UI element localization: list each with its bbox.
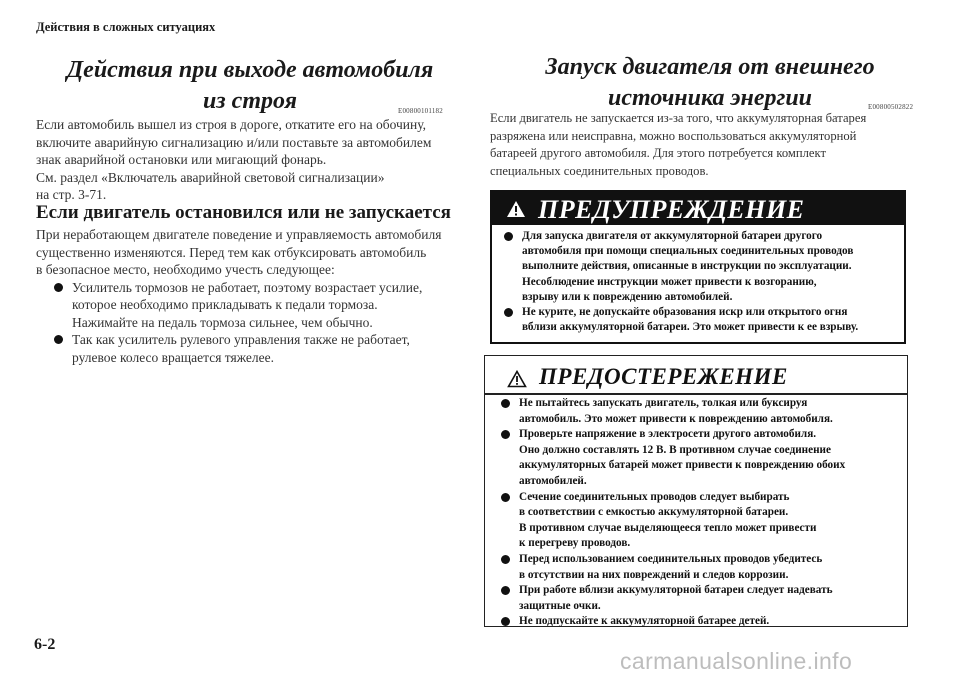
text-line: автомобилей. bbox=[519, 474, 587, 487]
left-doc-code: E00800101182 bbox=[398, 107, 443, 115]
list-item bbox=[497, 490, 901, 552]
list-item bbox=[497, 396, 901, 427]
text-line: в безопасное место, необходимо учесть следующее: bbox=[36, 262, 335, 277]
list-item bbox=[497, 552, 901, 583]
text-line: разряжена или неисправна, можно воспользоваться аккумуляторной bbox=[490, 128, 857, 143]
engine-stopped-heading: Если двигатель остановился или не запускается bbox=[36, 202, 451, 223]
text-line: Несоблюдение инструкции может привести к возгоранию, bbox=[522, 275, 817, 288]
text-line: Не курите, не допускайте образования искр или открытого огня bbox=[522, 306, 848, 319]
bullet-icon bbox=[54, 283, 63, 292]
bullet-icon bbox=[504, 308, 513, 317]
caution-body bbox=[497, 396, 901, 630]
text-line: на стр. 3-71. bbox=[36, 187, 107, 202]
list-item bbox=[497, 583, 901, 614]
caution-triangle-icon bbox=[507, 370, 527, 388]
bullet-icon bbox=[504, 232, 513, 241]
text-line: Усилитель тормозов не работает, поэтому возрастает усилие, bbox=[72, 279, 423, 295]
text-line: Проверьте напряжение в электросети другого автомобиля. bbox=[519, 428, 817, 441]
section-header: Действия в сложных ситуациях bbox=[36, 20, 216, 34]
bullet-icon bbox=[501, 430, 510, 439]
warning-box bbox=[490, 190, 906, 344]
text-line: Оно должно составлять 12 В. В противном случае соединение bbox=[519, 443, 831, 456]
right-title bbox=[490, 52, 930, 114]
bullet-icon bbox=[501, 493, 510, 502]
left-title-line-2: из строя bbox=[202, 88, 298, 114]
bullet-icon bbox=[501, 555, 510, 564]
right-paragraph bbox=[490, 110, 930, 180]
list-item bbox=[36, 331, 466, 366]
text-line: защитные очки. bbox=[519, 599, 601, 612]
text-line: Если автомобиль вышел из строя в дороге, откатите его на обочину, bbox=[36, 117, 427, 132]
list-item bbox=[500, 305, 896, 335]
bullet-icon bbox=[501, 617, 510, 626]
text-line: к перегреву проводов. bbox=[519, 537, 631, 550]
text-line: При неработающем двигателе поведение и управляемость автомобиля bbox=[36, 227, 442, 242]
text-line: Не подпускайте к аккумуляторной батарее детей. bbox=[519, 615, 770, 628]
text-line: Нажимайте на педаль тормоза сильнее, чем обычно. bbox=[72, 314, 373, 330]
warning-title: ПРЕДУПРЕЖДЕНИЕ bbox=[538, 195, 805, 224]
text-line: рулевое колесо вращается тяжелее. bbox=[72, 349, 274, 365]
text-line: Не пытайтесь запускать двигатель, толкая или буксируя bbox=[519, 397, 808, 409]
left-sub-paragraph bbox=[36, 226, 466, 366]
warning-triangle-icon bbox=[506, 200, 526, 218]
page-number: 6-2 bbox=[34, 636, 56, 653]
caution-title: ПРЕДОСТЕРЕЖЕНИЕ bbox=[539, 364, 788, 389]
bullet-icon bbox=[501, 399, 510, 408]
bullet-icon bbox=[501, 586, 510, 595]
text-line: автомобиль. Это может привести к повреждению автомобиля. bbox=[519, 412, 833, 425]
text-line: См. раздел «Включатель аварийной световой сигнализации» bbox=[36, 169, 385, 185]
caution-divider bbox=[485, 393, 907, 395]
list-item bbox=[500, 229, 896, 305]
text-line: в соответствии с емкостью аккумуляторной батареи. bbox=[519, 506, 789, 519]
text-line: аккумуляторных батарей может привести к повреждению обоих bbox=[519, 459, 846, 472]
left-paragraph bbox=[36, 116, 466, 204]
right-doc-code: E00800502822 bbox=[868, 103, 914, 111]
text-line: Если двигатель не запускается из-за того, что аккумуляторная батарея bbox=[490, 111, 867, 125]
bullet-icon bbox=[54, 335, 63, 344]
text-line: которое необходимо прикладывать к педали тормоза. bbox=[72, 297, 378, 312]
text-line: Так как усилитель рулевого управления также не работает, bbox=[72, 332, 410, 347]
text-line: При работе вблизи аккумуляторной батареи следует надевать bbox=[519, 584, 833, 597]
list-item bbox=[497, 614, 901, 630]
text-line: знак аварийной остановки или мигающий фонарь. bbox=[36, 152, 327, 167]
list-item bbox=[36, 279, 466, 332]
text-line: выполните действия, описанные в инструкции по эксплуатации. bbox=[522, 260, 852, 273]
text-line: Для запуска двигателя от аккумуляторной батареи другого bbox=[522, 230, 823, 242]
text-line: взрыву или к повреждению автомобилей. bbox=[522, 290, 733, 303]
list-item bbox=[497, 427, 901, 489]
text-line: существенно изменяются. Перед тем как отбуксировать автомобиль bbox=[36, 244, 427, 260]
caution-box bbox=[484, 355, 908, 627]
text-line: включите аварийную сигнализацию и/или поставьте за автомобилем bbox=[36, 134, 432, 150]
text-line: батареей другого автомобиля. Для этого потребуется комплект bbox=[490, 146, 826, 160]
text-line: Перед использованием соединительных проводов убедитесь bbox=[519, 552, 823, 565]
text-line: автомобиля при помощи специальных соединительных проводов bbox=[522, 245, 854, 258]
site-watermark: carmanualsonline.info bbox=[620, 648, 853, 674]
warning-header bbox=[492, 192, 904, 225]
right-title-line-2: источника энергии bbox=[607, 85, 813, 111]
right-title-line-1: Запуск двигателя от внешнего bbox=[545, 54, 875, 80]
text-line: специальных соединительных проводов. bbox=[490, 163, 709, 178]
warning-body bbox=[500, 229, 896, 335]
text-line: Сечение соединительных проводов следует выбирать bbox=[519, 490, 790, 503]
text-line: В противном случае выделяющееся тепло может привести bbox=[519, 521, 817, 534]
text-line: в отсутствии на них повреждений и следов коррозии. bbox=[519, 568, 789, 581]
left-title bbox=[40, 55, 460, 117]
left-title-line-1: Действия при выходе автомобиля bbox=[66, 57, 434, 83]
text-line: вблизи аккумуляторной батареи. Это может привести к ее взрыву. bbox=[522, 321, 859, 334]
